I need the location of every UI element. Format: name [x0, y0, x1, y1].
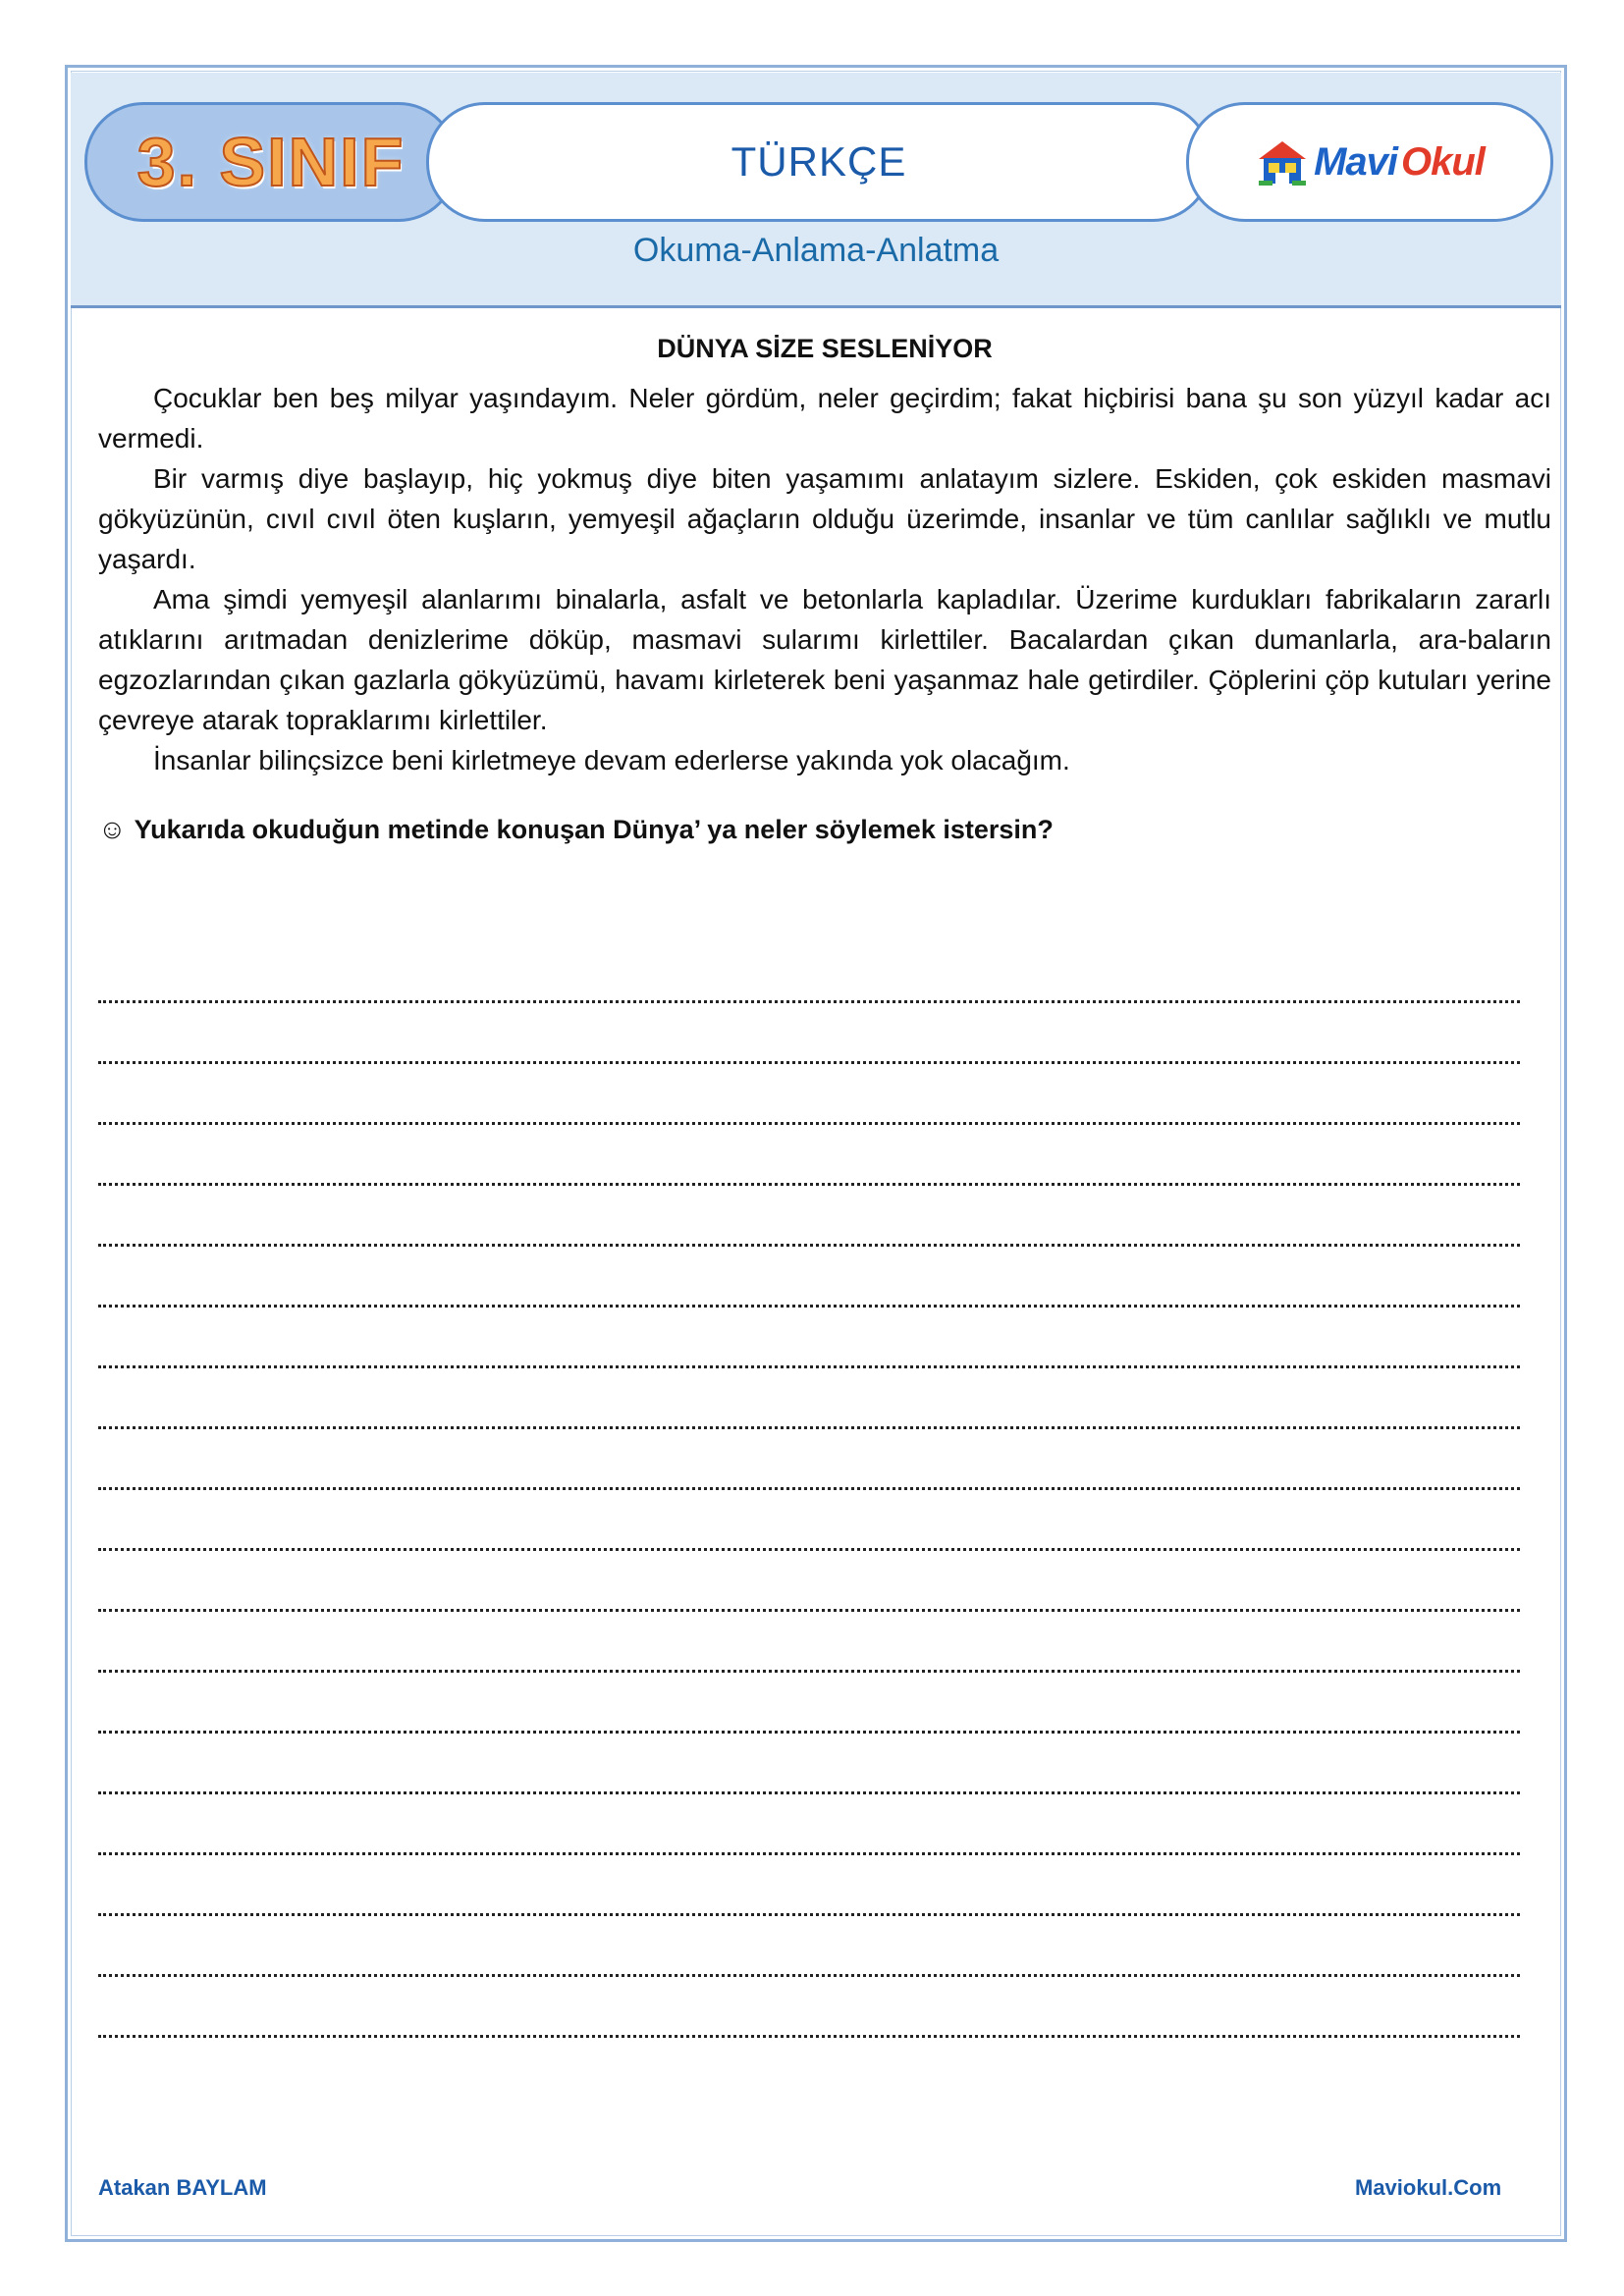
answer-line[interactable] [98, 1368, 1520, 1429]
story-title: DÜNYA SİZE SESLENİYOR [657, 334, 993, 363]
answer-line[interactable] [98, 1064, 1520, 1125]
question [98, 814, 1551, 845]
story-paragraph: Çocuklar ben beş milyar yaşındayım. Neler gördüm, neler geçirdim; fakat hiçbirisi bana şu son yüzyıl kadar acı vermedi. [98, 383, 1551, 454]
logo-text-okul: Okul [1401, 139, 1485, 184]
answer-line[interactable] [98, 1247, 1520, 1308]
answer-line[interactable] [98, 942, 1520, 1003]
logo-text-mavi: Mavi [1314, 139, 1398, 184]
story-paragraph: Bir varmış diye başlayıp, hiç yokmuş diye biten yaşamımı anlatayım sizlere. Eskiden, çok eskiden masmavi gökyüzünün, cıvıl cıvıl öten kuşların, yemyeşil ağaçların olduğu üzerimde, insanlar ve tüm canlılar sağlıklı ve mutlu yaşardı. [98, 463, 1551, 574]
footer-author: Atakan BAYLAM [98, 2175, 267, 2200]
question-text: Yukarıda okuduğun metinde konuşan Dünya’ ya neler söylemek istersin? [134, 814, 1054, 844]
answer-line[interactable] [98, 1429, 1520, 1490]
maviokul-logo [1255, 137, 1485, 187]
reading-content [98, 334, 1551, 845]
subject-title: TÜRKÇE [731, 138, 907, 185]
answer-area[interactable] [98, 942, 1520, 2038]
answer-line[interactable] [98, 1794, 1520, 1855]
answer-line[interactable] [98, 1673, 1520, 1734]
answer-line[interactable] [98, 1551, 1520, 1612]
answer-line[interactable] [98, 1125, 1520, 1186]
answer-line[interactable] [98, 1003, 1520, 1064]
answer-line[interactable] [98, 1186, 1520, 1247]
logo-badge [1186, 102, 1553, 222]
answer-line[interactable] [98, 1916, 1520, 1977]
section-subtitle: Okuma-Anlama-Anlatma [632, 232, 1000, 269]
grade-label: 3. SINIF [136, 124, 406, 200]
story-paragraph: İnsanlar bilinçsizce beni kirletmeye devam ederlerse yakında yok olacağım. [153, 745, 1070, 775]
subject-banner [426, 102, 1212, 222]
answer-line[interactable] [98, 1612, 1520, 1673]
story-paragraph: Ama şimdi yemyeşil alanlarımı binalarla, asfalt ve betonlarla kapladılar. Üzerime kurdukları fabrikaların zararlı atıklarını arıtmadan denizlerime döküp, masmavi sularımı kirlettiler. Bacalardan çıkan dumanlarla, ara-baların egzozlarından çıkan gazlarla gökyüzümü, havamı kirleterek beni yaşanmaz hale getirdiler. Çöplerini çöp kutuları yerine çevreye atarak topraklarımı kirlettiler. [98, 584, 1551, 735]
answer-line[interactable] [98, 1855, 1520, 1916]
house-icon [1255, 137, 1310, 187]
grade-badge [84, 102, 458, 222]
answer-line[interactable] [98, 1490, 1520, 1551]
footer-site: Maviokul.Com [1355, 2175, 1502, 2200]
answer-line[interactable] [98, 1977, 1520, 2038]
answer-line[interactable] [98, 1734, 1520, 1794]
smiley-icon: ☺ [98, 814, 127, 844]
answer-line[interactable] [98, 1308, 1520, 1368]
